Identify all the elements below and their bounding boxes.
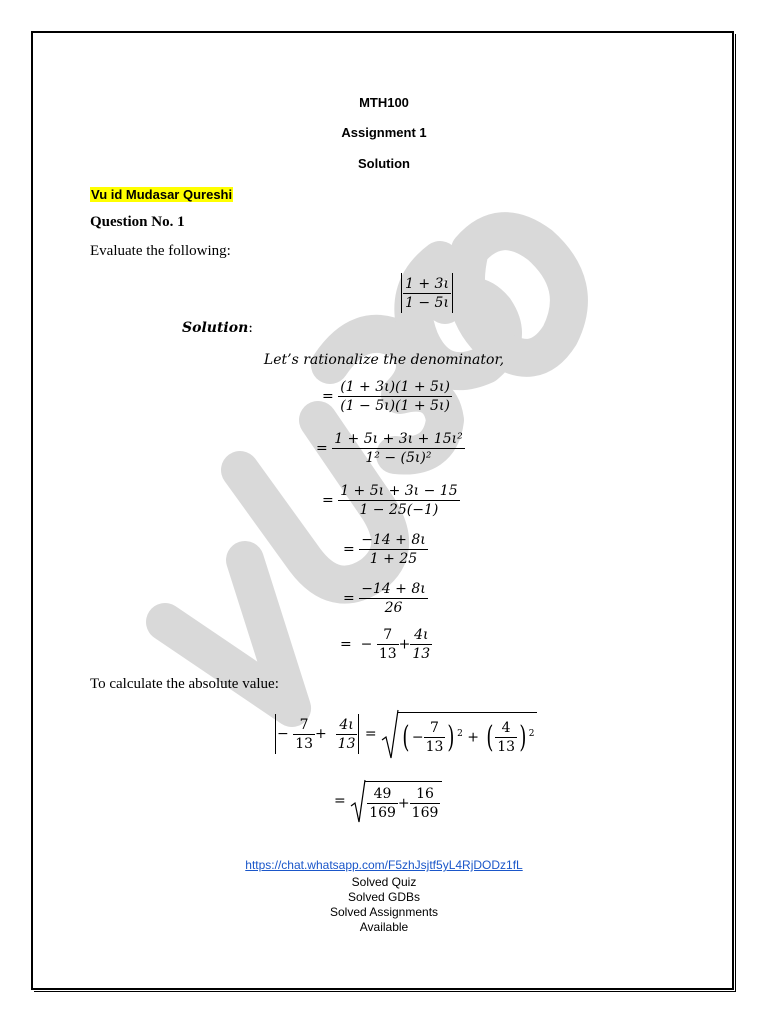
rhs-fraction-a: [424, 719, 446, 756]
step-1-den: (1 − 5ι)(1 + 5ι): [340, 398, 450, 414]
step-5-num: −14 + 8ι: [361, 581, 426, 597]
abs-lhs-fraction-b: [336, 716, 358, 753]
abs-bar-left: [401, 273, 402, 313]
final-fraction-a: [377, 626, 399, 663]
step-1-num: (1 + 3ι)(1 + 5ι): [340, 379, 450, 395]
footer-line-available: Available: [359, 920, 409, 934]
question-fraction-den: 1 − 5ι: [405, 294, 449, 311]
step2-fraction-b: [410, 785, 441, 822]
question-expression: [400, 273, 454, 313]
sqrt-expression-2: [350, 778, 442, 824]
footer-line-gdbs: Solved GDBs: [347, 890, 421, 904]
assignment-title: Assignment 1: [341, 125, 427, 140]
final-fraction-b: [410, 626, 432, 663]
step-4-fraction: [359, 531, 428, 568]
footer-link-row: [0, 856, 768, 874]
abs-lhs-b-den: 13: [337, 735, 356, 752]
step-5-fraction: [359, 580, 428, 617]
final-b-num: 4ι: [414, 627, 429, 643]
author-line: [90, 186, 233, 204]
abs-eq-bar-left: [275, 714, 276, 754]
final-b-den: 13: [412, 646, 431, 662]
question-number: Question No. 1: [90, 214, 185, 230]
solution-step-2: = $\frac{\text{1 + 5ι + 3ι + 15ι²}}{\text{1² − (5ι)²}}$: [316, 431, 463, 466]
rhs-b-den: 13: [497, 739, 516, 755]
solution-step-3: = $\frac{1 + 5\iota + 3\iota - 15}{1 - 25(-1)}$: [322, 483, 458, 518]
abs-lhs-a-den: 13: [295, 735, 314, 752]
step-3-num: 1 + 5ι + 3ι − 15: [340, 483, 458, 499]
step-3-den: 1 − 25(−1): [338, 500, 459, 519]
rhs-a-den: 13: [425, 739, 444, 755]
footer-line-assignments: Solved Assignments: [329, 905, 439, 919]
step-3-fraction: [338, 482, 459, 519]
step2-fraction-a: [367, 785, 398, 822]
course-title: MTH100: [359, 95, 409, 110]
question-fraction-num: 1 + 3ι: [405, 275, 449, 292]
question-fraction: [403, 275, 451, 312]
final-a-num: 7: [383, 627, 393, 643]
solution-final: = − $\frac{7}{13}$ + $\frac{4\iota}{13}$: [340, 627, 431, 662]
author-highlight: Vu id Mudasar Qureshi: [91, 187, 233, 202]
final-a-den: 13: [378, 646, 397, 662]
step2-plus: +: [397, 795, 410, 811]
abs-lhs-plus: +: [315, 726, 327, 742]
absolute-equation: − $\frac{7}{13}$ + $\frac{4\iota}{13}$ = ( − $\frac{7}{13}$ ) $^2$ + ( $\frac{4}{13}$ ) $^2$: [274, 708, 537, 760]
sqrt-sign-2: [350, 778, 366, 824]
sqrt-radicand-1: ( − $\frac{7}{13}$ ) $^2$ + ( $\frac{4}{13}$ ) $^2$: [398, 712, 536, 756]
solution-intro: Let’s rationalize the denominator,: [263, 352, 505, 368]
solution-step-5: = $\frac{-14 + 8\iota}{26}$: [343, 581, 426, 616]
abs-lhs-b-num: 4ι: [339, 716, 354, 733]
step-2-num: 1 + 5ι + 3ι + 15ι²: [334, 431, 463, 447]
step-4-den: 1 + 25: [359, 549, 428, 568]
question-prompt: Evaluate the following:: [90, 243, 231, 259]
sqrt-radicand-2: [365, 781, 442, 822]
step2-a-num: 49: [373, 785, 392, 802]
step2-b-num: 16: [416, 785, 434, 802]
step-1-fraction: [338, 378, 452, 415]
rhs-b-exp: 2: [528, 728, 535, 739]
sqrt-sign-1: [381, 708, 399, 760]
solution-step-4: = $\frac{-14 + 8\iota}{1 + 25}$: [343, 532, 426, 567]
rhs-a-num: 7: [430, 720, 439, 736]
footer-line-quiz: Solved Quiz: [351, 875, 417, 889]
rhs-b-num: 4: [501, 720, 511, 736]
absolute-prompt: To calculate the absolute value:: [90, 676, 279, 692]
step-5-den: 26: [359, 598, 428, 617]
abs-lhs-sign: −: [277, 726, 289, 742]
step2-a-den: 169: [369, 804, 396, 821]
step-2-den: 1² − (5ι)²: [332, 448, 465, 467]
step-2-fraction: [332, 430, 465, 467]
absolute-step-2: = $\frac{49}{169}$ + $\frac{16}{169}$: [334, 778, 442, 824]
abs-lhs-fraction-a: [293, 716, 315, 753]
solution-label-text: Solution: [182, 320, 249, 336]
final-plus: +: [398, 636, 411, 653]
solution-label: [182, 320, 253, 336]
sqrt-expression-1: [381, 708, 536, 760]
rhs-a-exp: 2: [457, 728, 463, 739]
whatsapp-link[interactable]: https://chat.whatsapp.com/F5zhJsjtf5yL4RjDODz1fL: [245, 858, 523, 872]
rhs-fraction-b: [495, 719, 517, 756]
final-sign: −: [360, 636, 373, 653]
solution-title: Solution: [358, 156, 410, 171]
abs-eq-bar-right: [358, 714, 359, 754]
step2-b-den: 169: [411, 804, 439, 821]
abs-bar-right: [452, 273, 453, 313]
solution-label-colon: :: [248, 320, 253, 336]
abs-lhs-a-num: 7: [299, 716, 309, 733]
solution-step-1: = $\frac{(1 + 3\iota)(1 + 5\iota)}{(1 - 5\iota)(1 + 5\iota)}$: [322, 379, 450, 414]
step-4-num: −14 + 8ι: [361, 532, 426, 548]
footer-lines: [0, 875, 768, 935]
